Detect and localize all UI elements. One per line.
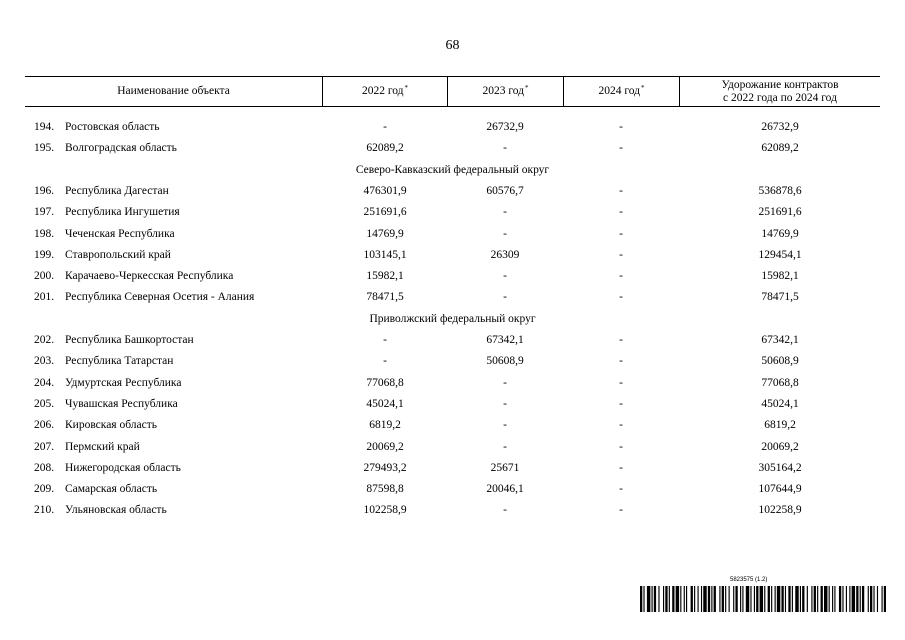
value-2022: 251691,6: [363, 206, 407, 218]
table-row: [0, 245, 905, 266]
value-2022: 15982,1: [366, 270, 404, 282]
value-2022: 45024,1: [366, 398, 404, 410]
value-2024: -: [619, 249, 623, 261]
value-increase: 50608,9: [761, 355, 799, 367]
value-increase: 536878,6: [758, 185, 802, 197]
row-number: 197.: [34, 206, 55, 218]
row-number: 210.: [34, 504, 55, 516]
row-number: 203.: [34, 355, 55, 367]
value-2023: -: [503, 206, 507, 218]
value-increase: 20069,2: [761, 441, 799, 453]
value-2023: -: [503, 441, 507, 453]
header-2024: 2024 год *: [598, 84, 645, 97]
value-2022: 103145,1: [363, 249, 407, 261]
region-name: Республика Ингушетия: [65, 206, 180, 218]
region-name: Ульяновская область: [65, 504, 167, 516]
value-2024: -: [619, 462, 623, 474]
value-increase: 77068,8: [761, 377, 799, 389]
row-number: 198.: [34, 228, 55, 240]
value-2022: 102258,9: [363, 504, 407, 516]
table-row: [0, 224, 905, 245]
row-number: 204.: [34, 377, 55, 389]
value-increase: 62089,2: [761, 142, 799, 154]
value-2024: -: [619, 483, 623, 495]
table-row: [0, 479, 905, 500]
value-2023: -: [503, 419, 507, 431]
region-name: Нижегородская область: [65, 462, 181, 474]
value-increase: 251691,6: [758, 206, 802, 218]
region-name: Чувашская Республика: [65, 398, 178, 410]
table-row: [0, 394, 905, 415]
value-2024: -: [619, 228, 623, 240]
value-2022: 476301,9: [363, 185, 407, 197]
value-2022: 6819,2: [369, 419, 401, 431]
value-2023: -: [503, 377, 507, 389]
value-2023: -: [503, 398, 507, 410]
header-2022: 2022 год *: [361, 84, 409, 97]
region-name: Волгоградская область: [65, 142, 177, 154]
table-row: [0, 373, 905, 394]
value-increase: 102258,9: [758, 504, 802, 516]
value-increase: 14769,9: [761, 228, 799, 240]
table-header: [25, 76, 880, 107]
region-name: Республика Северная Осетия - Алания: [65, 291, 255, 303]
table-row: [0, 500, 905, 521]
district-heading: Приволжский федеральный округ: [369, 313, 536, 325]
value-2022: 77068,8: [366, 377, 404, 389]
header-2023: 2023 год *: [482, 84, 529, 97]
table-row: [0, 437, 905, 458]
value-2023: 25671: [490, 462, 520, 474]
value-increase: 67342,1: [761, 334, 799, 346]
value-2024: -: [619, 504, 623, 516]
value-2022: 78471,5: [366, 291, 404, 303]
barcode-label: 5823575 (1.2): [730, 577, 768, 583]
value-increase: 6819,2: [764, 419, 796, 431]
region-name: Ставропольский край: [65, 249, 171, 261]
value-2022: -: [383, 334, 387, 346]
header-name: Наименование объекта: [117, 85, 230, 97]
value-2022: -: [383, 355, 387, 367]
page-number: 68: [445, 38, 460, 53]
table-row: [0, 287, 905, 308]
value-2024: -: [619, 270, 623, 282]
value-2023: -: [503, 270, 507, 282]
table-row: [0, 181, 905, 202]
value-2023: 60576,7: [486, 185, 524, 197]
value-2024: -: [619, 441, 623, 453]
table-row: [0, 266, 905, 287]
value-increase: 26732,9: [761, 121, 799, 133]
value-2024: -: [619, 334, 623, 346]
value-2023: -: [503, 142, 507, 154]
row-number: 205.: [34, 398, 55, 410]
row-number: 201.: [34, 291, 55, 303]
value-increase: 45024,1: [761, 398, 799, 410]
table-row: [0, 458, 905, 479]
region-name: Республика Башкортостан: [65, 334, 194, 346]
value-increase: 78471,5: [761, 291, 799, 303]
value-2024: -: [619, 185, 623, 197]
table-row: [0, 117, 905, 138]
region-name: Ростовская область: [65, 121, 160, 133]
row-number: 206.: [34, 419, 55, 431]
value-2024: -: [619, 291, 623, 303]
region-name: Кировская область: [65, 419, 158, 431]
row-number: 208.: [34, 462, 55, 474]
value-2024: -: [619, 206, 623, 218]
barcode: [640, 586, 886, 612]
value-2022: 87598,8: [366, 483, 404, 495]
row-number: 199.: [34, 249, 55, 261]
value-2022: -: [383, 121, 387, 133]
value-2024: -: [619, 419, 623, 431]
table-row: [0, 351, 905, 372]
value-2022: 62089,2: [366, 142, 404, 154]
value-2023: 26309: [490, 249, 520, 261]
region-name: Пермский край: [65, 441, 140, 453]
value-2023: -: [503, 228, 507, 240]
table-row: [0, 138, 905, 159]
row-number: 195.: [34, 142, 55, 154]
value-2023: 67342,1: [486, 334, 524, 346]
value-2023: -: [503, 291, 507, 303]
value-increase: 15982,1: [761, 270, 799, 282]
value-2022: 14769,9: [366, 228, 404, 240]
value-2023: 26732,9: [486, 121, 524, 133]
region-name: Республика Дагестан: [65, 185, 169, 197]
table-row: [0, 330, 905, 351]
value-2022: 279493,2: [363, 462, 407, 474]
value-2024: -: [619, 398, 623, 410]
value-2023: 50608,9: [486, 355, 524, 367]
value-2024: -: [619, 121, 623, 133]
row-number: 202.: [34, 334, 55, 346]
row-number: 209.: [34, 483, 55, 495]
value-2024: -: [619, 355, 623, 367]
region-name: Самарская область: [65, 483, 158, 495]
value-2023: -: [503, 504, 507, 516]
header-increase: Удорожание контрактов с 2022 года по 2024 год: [721, 78, 839, 104]
value-2024: -: [619, 142, 623, 154]
region-name: Республика Татарстан: [65, 355, 174, 367]
value-2023: 20046,1: [486, 483, 524, 495]
region-name: Карачаево-Черкесская Республика: [65, 270, 234, 282]
value-2024: -: [619, 377, 623, 389]
region-name: Удмуртская Республика: [65, 377, 182, 389]
row-number: 200.: [34, 270, 55, 282]
value-increase: 129454,1: [758, 249, 802, 261]
value-increase: 107644,9: [758, 483, 802, 495]
row-number: 194.: [34, 121, 55, 133]
region-name: Чеченская Республика: [65, 228, 175, 240]
row-number: 207.: [34, 441, 55, 453]
row-number: 196.: [34, 185, 55, 197]
value-increase: 305164,2: [758, 462, 802, 474]
table-row: [0, 202, 905, 223]
table-row: [0, 415, 905, 436]
value-2022: 20069,2: [366, 441, 404, 453]
district-heading: Северо-Кавказский федеральный округ: [355, 164, 550, 176]
